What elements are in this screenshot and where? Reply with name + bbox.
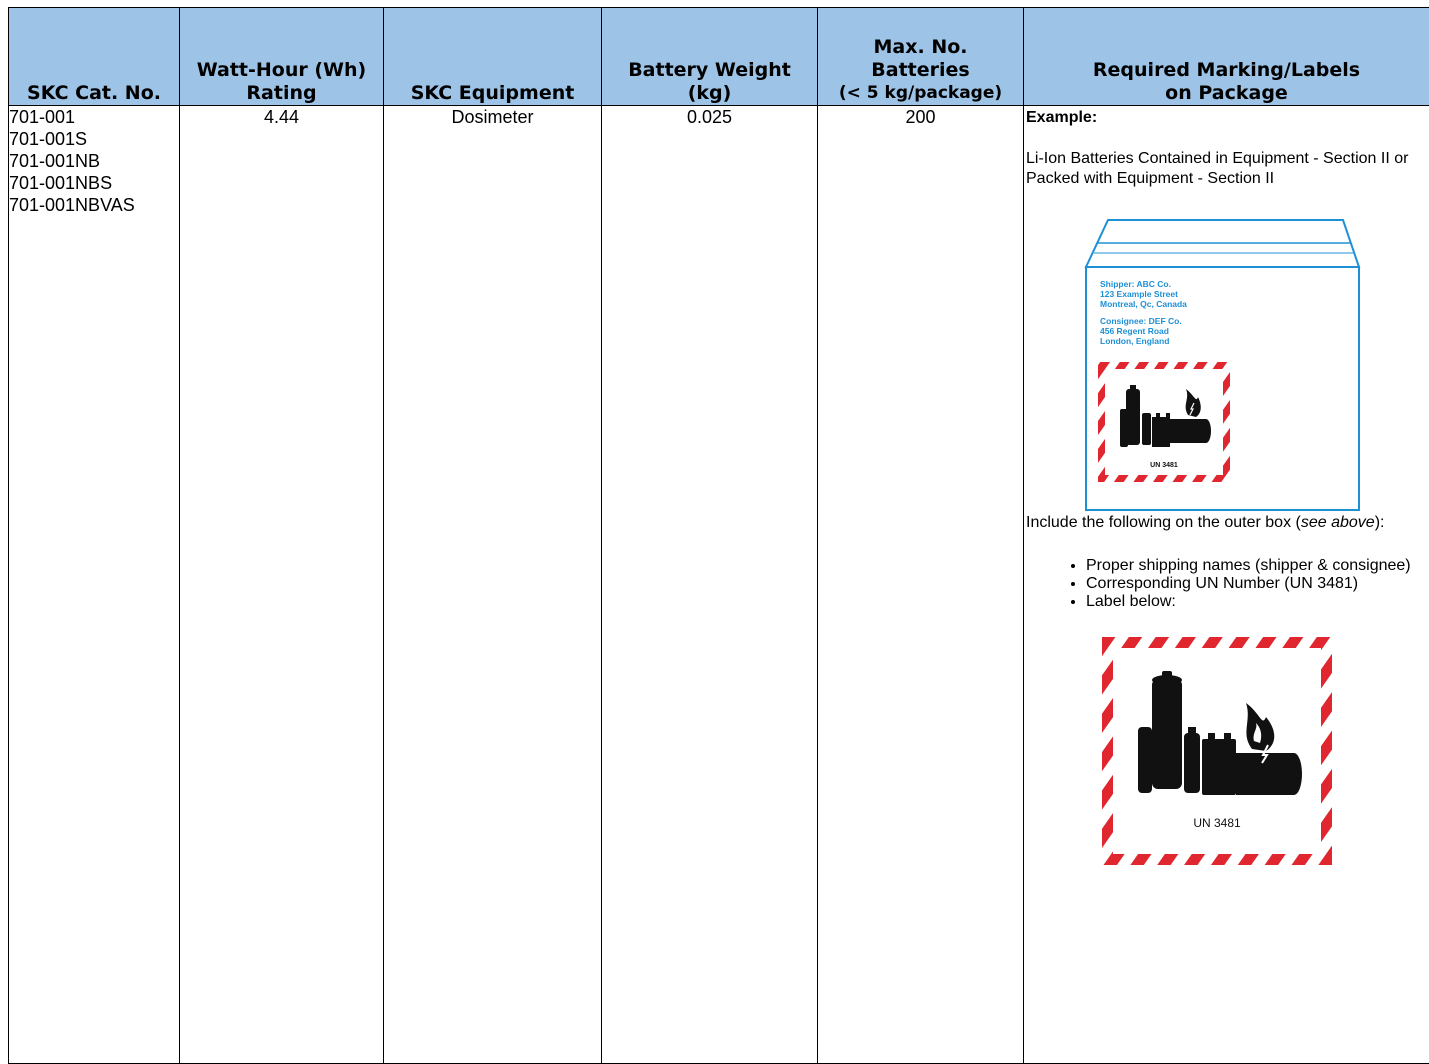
small-label-un: UN 3481 xyxy=(1150,462,1178,469)
cat-no: 701-001NB xyxy=(9,151,101,171)
shipper-line: 123 Example Street xyxy=(1100,289,1178,299)
header-required-marking: Required Marking/Labels on Package xyxy=(1024,8,1429,106)
small-lithium-battery-label xyxy=(1098,362,1230,482)
consignee-line: 456 Regent Road xyxy=(1100,326,1169,336)
list-item: • Corresponding UN Number (UN 3481) xyxy=(1086,575,1423,593)
cat-no: 701-001 xyxy=(9,107,76,127)
include-instructions: Include the following on the outer box (see above): xyxy=(1026,514,1385,531)
equipment-cell: Dosimeter xyxy=(384,106,602,1064)
header-wh-rating: Watt-Hour (Wh) Rating xyxy=(180,8,384,106)
required-marking-cell xyxy=(1024,106,1429,1064)
wh-rating-cell: 4.44 xyxy=(180,106,384,1064)
header-equipment: SKC Equipment xyxy=(384,8,602,106)
header-battery-weight: Battery Weight (kg) xyxy=(602,8,818,106)
example-label: Example: xyxy=(1026,109,1098,126)
cat-no: 701-001NBVAS xyxy=(9,195,135,215)
cat-no: 701-001S xyxy=(9,129,88,149)
consignee-line: Consignee: DEF Co. xyxy=(1100,316,1182,326)
requirements-list xyxy=(1026,557,1423,611)
weight-cell: 0.025 xyxy=(602,106,818,1064)
lithium-battery-label xyxy=(1102,637,1342,867)
package-box-illustration xyxy=(1026,217,1424,513)
battery-shipping-table xyxy=(8,7,1429,1064)
header-cat-no: SKC Cat. No. xyxy=(9,8,180,106)
header-max-batteries: Max. No. Batteries (< 5 kg/package) xyxy=(818,8,1024,106)
table-row xyxy=(9,106,1429,1064)
shipper-line: Shipper: ABC Co. xyxy=(1100,279,1171,289)
example-description: Li-Ion Batteries Contained in Equipment - Section II or Packed with Equipment - Section II xyxy=(1026,150,1409,187)
shipper-line: Montreal, Qc, Canada xyxy=(1100,299,1187,309)
header-row xyxy=(9,8,1429,106)
max-batteries-cell: 200 xyxy=(818,106,1024,1064)
cat-no: 701-001NBS xyxy=(9,173,113,193)
list-item: • Proper shipping names (shipper & consignee) xyxy=(1086,557,1423,575)
list-item: • Label below: xyxy=(1086,593,1423,611)
consignee-line: London, England xyxy=(1100,336,1170,346)
cat-no-cell xyxy=(9,106,180,1064)
large-label-un: UN 3481 xyxy=(1193,816,1241,830)
